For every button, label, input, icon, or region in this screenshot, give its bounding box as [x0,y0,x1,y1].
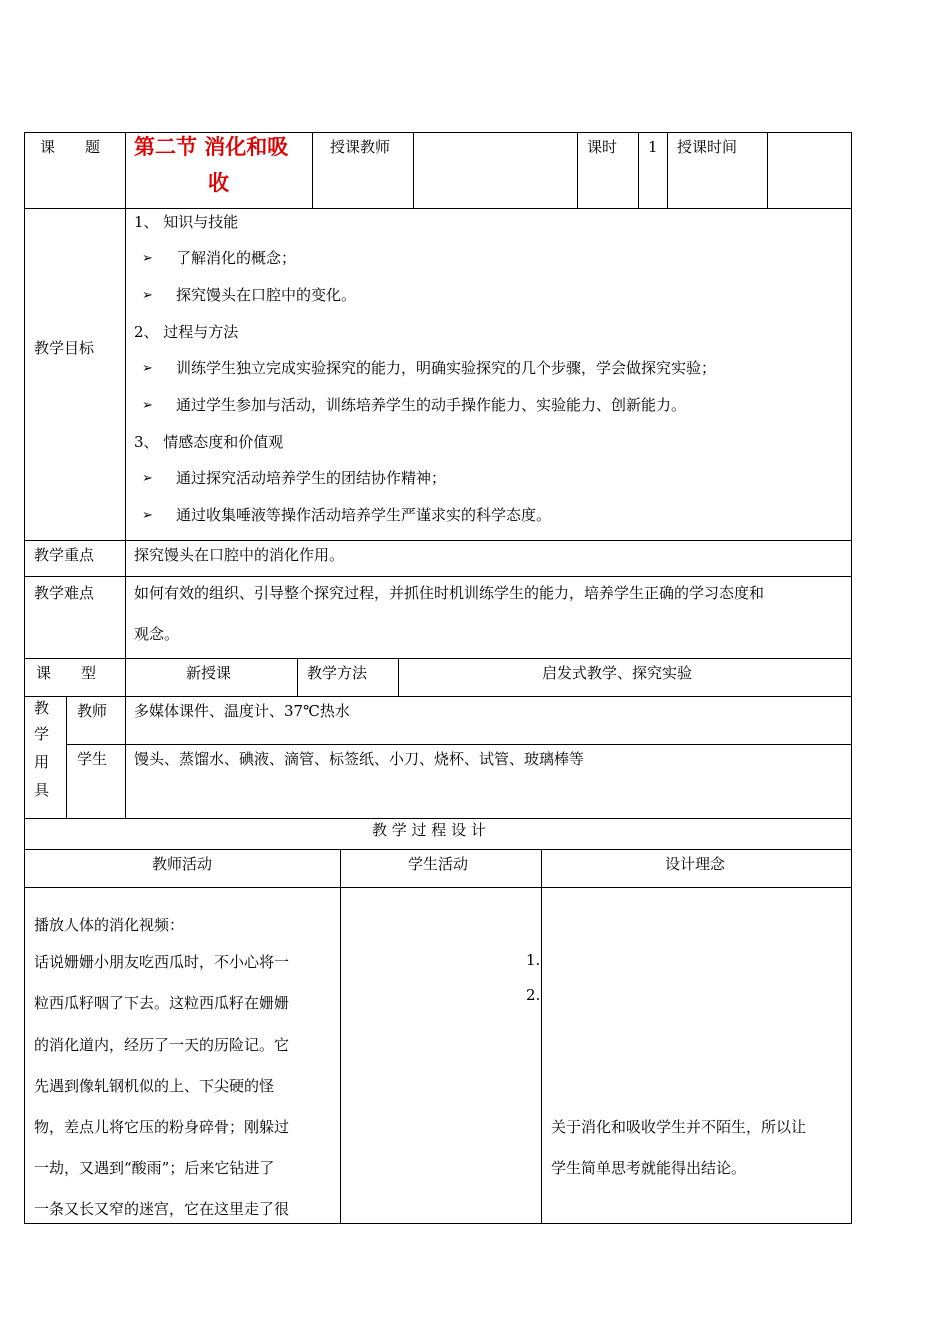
objectives-label: 教学目标 [34,339,95,357]
teacher-activity-line: 物，差点儿将它压的粉身碎骨；刚躲过 [34,1118,290,1136]
objective-heading: 3、 情感态度和价值观 [134,433,284,451]
grid-line [638,132,639,208]
teacher-activity-line: 话说姗姗小朋友吃西瓜时，不小心将一 [34,953,290,971]
student-activity-item: 2. [526,986,541,1004]
tools-label-char: 用 [34,753,50,771]
col-student-header: 学生活动 [408,855,469,873]
method-value: 启发式教学、探究实验 [542,664,693,682]
course-title: 第二节 消化和吸 [134,134,289,159]
tools-teacher-label: 教师 [77,702,108,720]
teacher-activity-line: 一劫，又遇到“酸雨”；后来它钻进了 [34,1159,275,1177]
grid-line [24,696,852,697]
time-label: 授课时间 [677,138,738,156]
grid-line [767,132,768,208]
bullet-icon: ➢ [142,471,153,486]
objective-heading: 1、 知识与技能 [134,213,239,231]
teacher-activity-line: 的消化道内，经历了一天的历险记。它 [34,1036,290,1054]
tools-label-char: 教 [34,699,50,717]
col-teacher-header: 教师活动 [152,855,213,873]
period-label: 课时 [587,138,618,156]
course-label: 课 题 [40,138,101,156]
objective-item: 通过学生参加与活动，训练培养学生的动手操作能力、实验能力、创新能力。 [176,396,687,414]
objective-heading: 2、 过程与方法 [134,323,239,341]
grid-line [398,658,399,696]
grid-line [66,744,852,745]
grid-line [66,696,67,818]
bullet-icon: ➢ [142,398,153,413]
col-design-header: 设计理念 [665,855,726,873]
key-point-text: 探究馒头在口腔中的消化作用。 [134,546,345,564]
grid-line [24,658,852,659]
objective-item: 训练学生独立完成实验探究的能力，明确实验探究的几个步骤，学会做探究实验； [176,359,717,377]
grid-line [413,132,414,208]
teacher-activity-line: 粒西瓜籽咽了下去。这粒西瓜籽在姗姗 [34,994,290,1012]
grid-line [125,132,126,818]
bullet-icon: ➢ [142,288,153,303]
process-title: 教 学 过 程 设 计 [372,821,486,839]
grid-line [851,132,852,1224]
grid-line [297,658,298,696]
objective-item: 探究馒头在口腔中的变化。 [176,286,357,304]
objective-item: 通过探究活动培养学生的团结协作精神； [176,469,447,487]
difficulty-text: 如何有效的组织、引导整个探究过程，并抓住时机训练学生的能力，培养学生正确的学习态度和 [134,584,765,602]
bullet-icon: ➢ [142,251,153,266]
period-value: 1 [648,138,658,156]
grid-line [24,132,852,133]
design-line: 关于消化和吸收学生并不陌生，所以让 [551,1118,807,1136]
bullet-icon: ➢ [142,361,153,376]
grid-line [24,540,852,541]
objective-item: 了解消化的概念； [176,249,297,267]
difficulty-text-cont: 观念。 [134,625,180,643]
grid-line [577,132,578,208]
tools-teacher-value: 多媒体课件、温度计、37℃热水 [134,702,350,720]
bullet-icon: ➢ [142,508,153,523]
grid-line [24,132,25,1224]
design-line: 学生简单思考就能得出结论。 [551,1159,747,1177]
difficulty-label: 教学难点 [34,584,95,602]
lesson-type-label: 课 型 [36,664,97,682]
tools-student-value: 馒头、蒸馏水、碘液、滴管、标签纸、小刀、烧杯、试管、玻璃棒等 [134,750,585,768]
grid-line [541,849,542,1224]
teacher-activity-line: 先遇到像轧钢机似的上、下尖硬的怪 [34,1077,275,1095]
grid-line [312,132,313,208]
lesson-type-value: 新授课 [186,664,232,682]
teacher-label: 授课教师 [330,138,391,156]
student-activity-item: 1. [526,951,541,969]
teacher-activity-line: 播放人体的消化视频： [34,916,185,934]
key-point-label: 教学重点 [34,546,95,564]
teacher-activity-line: 一条又长又窄的迷宫，它在这里走了很 [34,1200,290,1218]
grid-line [667,132,668,208]
objective-item: 通过收集唾液等操作活动培养学生严谨求实的科学态度。 [176,506,552,524]
tools-student-label: 学生 [77,750,108,768]
grid-line [24,208,852,209]
method-label: 教学方法 [307,664,368,682]
grid-line [24,576,852,577]
grid-line [24,1223,852,1224]
tools-label-char: 学 [34,725,50,743]
grid-line [24,887,852,888]
grid-line [24,818,852,819]
grid-line [24,849,852,850]
course-title-cont: 收 [208,170,229,195]
grid-line [340,849,341,1224]
tools-label-char: 具 [34,781,50,799]
